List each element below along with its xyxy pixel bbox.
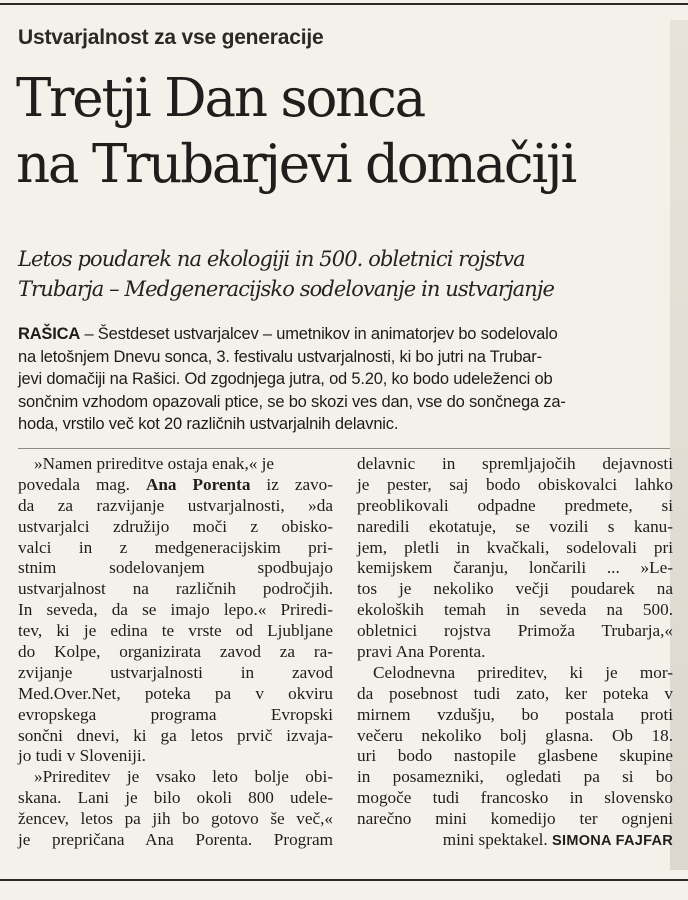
col2-line: narečno mini komedijo ter ognjeni [357,809,673,829]
col1-line: ustvarjalci združijo moči z obisko- [18,516,333,536]
col1-line: sončni dnevi, ki ga letos prvič izvaja- [18,725,333,745]
col1-line: valci in z medgeneracijskim pri- [18,537,333,557]
col1-line: ustvarjalnost na različnih področjih. [18,579,333,599]
lead-paragraph [18,323,673,436]
person-name: Ana Porenta [145,474,251,494]
col1-line: jo tudi v Sloveniji. [18,746,146,766]
deck-line-1: Letos poudarek na ekologiji in 500. obletnici rojstva [18,247,525,271]
dateline-place: RAŠICA [18,325,81,343]
headline-line-2: na Trubarjevi domačiji [16,134,576,195]
headline-line-1: Tretji Dan sonca [16,68,424,129]
top-rule [0,3,688,5]
deck-subtitle [18,244,678,304]
kicker: Ustvarjalnost za vse generacije [18,26,324,49]
lead-line-1 [18,323,673,346]
col2-line: mogoče tudi francosko in slovensko [357,788,673,808]
deck-line-2: Trubarja – Medgeneracijsko sodelovanje in ustvarjanje [18,277,555,301]
bottom-rule [0,879,688,881]
col2-line: delavnic in spremljajočih dejavnosti [357,454,673,473]
headline [16,66,666,198]
col1-line: »Prireditev je vsako leto bolje obi- [34,767,333,787]
col2-line: tos je nekoliko večji poudarek na [357,579,673,599]
col1-line: zvijanje ustvarjalnosti in zavod [18,662,333,682]
col2-line [357,830,673,851]
lead-line-2: na letošnjem Dnevu sonca, 3. festivalu ustvarjalnosti, ki bo jutri na Trubar- [18,347,542,366]
col2-line: da posebnost tudi zato, ker poteka v [357,683,673,703]
col2-line: preoblikovali odpadne predmete, si [357,495,673,515]
col1-line [18,475,333,496]
lead-line-3: jevi domačiji na Rašici. Od zgodnjega jutra, od 5.20, ko bodo udeleženci ob [18,370,553,388]
col1-line: je prepričana Ana Porenta. Program [18,830,333,850]
col2-line: pravi Ana Porenta. [357,642,486,662]
body-column-2 [357,454,673,851]
col1-line: da za razvijanje ustvarjalnosti, »da [18,495,333,515]
lead-line-4: sončnim vzhodom opazovali ptice, se bo skozi ves dan, vse do sončnega za- [18,392,566,411]
col1-line: In seveda, da se imajo lepo.« Priredi- [18,600,333,620]
col2-line: mirnem vzdušju, bo postala proti [357,704,673,724]
col1-line: stnim sodelovanjem spodbujajo [18,558,333,578]
col1-line: Med.Over.Net, poteka pa v okviru [18,683,333,703]
col1-line-2c: iz zavo- [250,474,333,494]
col2-line: obletnici rojstva Primoža Trubarja,« [357,621,673,641]
col2-line: jem, pletli in kvačkali, sodelovali pri [357,537,673,557]
col2-line: uri bodo nastopile glasbene skupine [357,746,673,766]
col2-line: in posamezniki, ogledati pa si bo [357,767,673,787]
col2-line: večeru nekoliko bolj glasna. Ob 18. [357,725,673,745]
col1-line: tev, ki je edina te vrste od Ljubljane [18,621,333,641]
col1-line: žencev, letos pa jih bo gotovo še več,« [18,809,333,829]
col1-line: skana. Lani je bilo okoli 800 udele- [18,788,333,808]
col2-line: ekoloških temah in seveda na 500. [357,600,673,620]
author-byline: SIMONA FAJFAR [552,833,673,850]
lead-divider [18,448,670,449]
lead-line-5: hoda, vrstilo več kot 20 različnih ustvarjalnih delavnic. [18,415,399,433]
lead-line-1-text: – Šestdeset ustvarjalcev – umetnikov in animatorjev bo sodelovalo [80,325,558,343]
col2-line-19a: mini spektakel. [442,830,553,850]
col2-line: je pester, saj bodo obiskovalci lahko [357,474,673,494]
col2-line: Celodnevna prireditev, ki je mor- [373,662,673,682]
col2-line: kemijskem čaranju, lončarili ... »Le- [357,558,673,578]
col1-line: »Namen prireditve ostaja enak,« je [34,454,275,473]
body-column-1 [18,454,333,851]
col1-line: evropskega programa Evropski [18,704,333,724]
col1-line: do Kolpe, organizirata zavod za ra- [18,642,333,662]
col1-line-2a: povedala mag. [18,474,146,494]
col2-line: naredili ekotatuje, se vozili s kanu- [357,516,673,536]
